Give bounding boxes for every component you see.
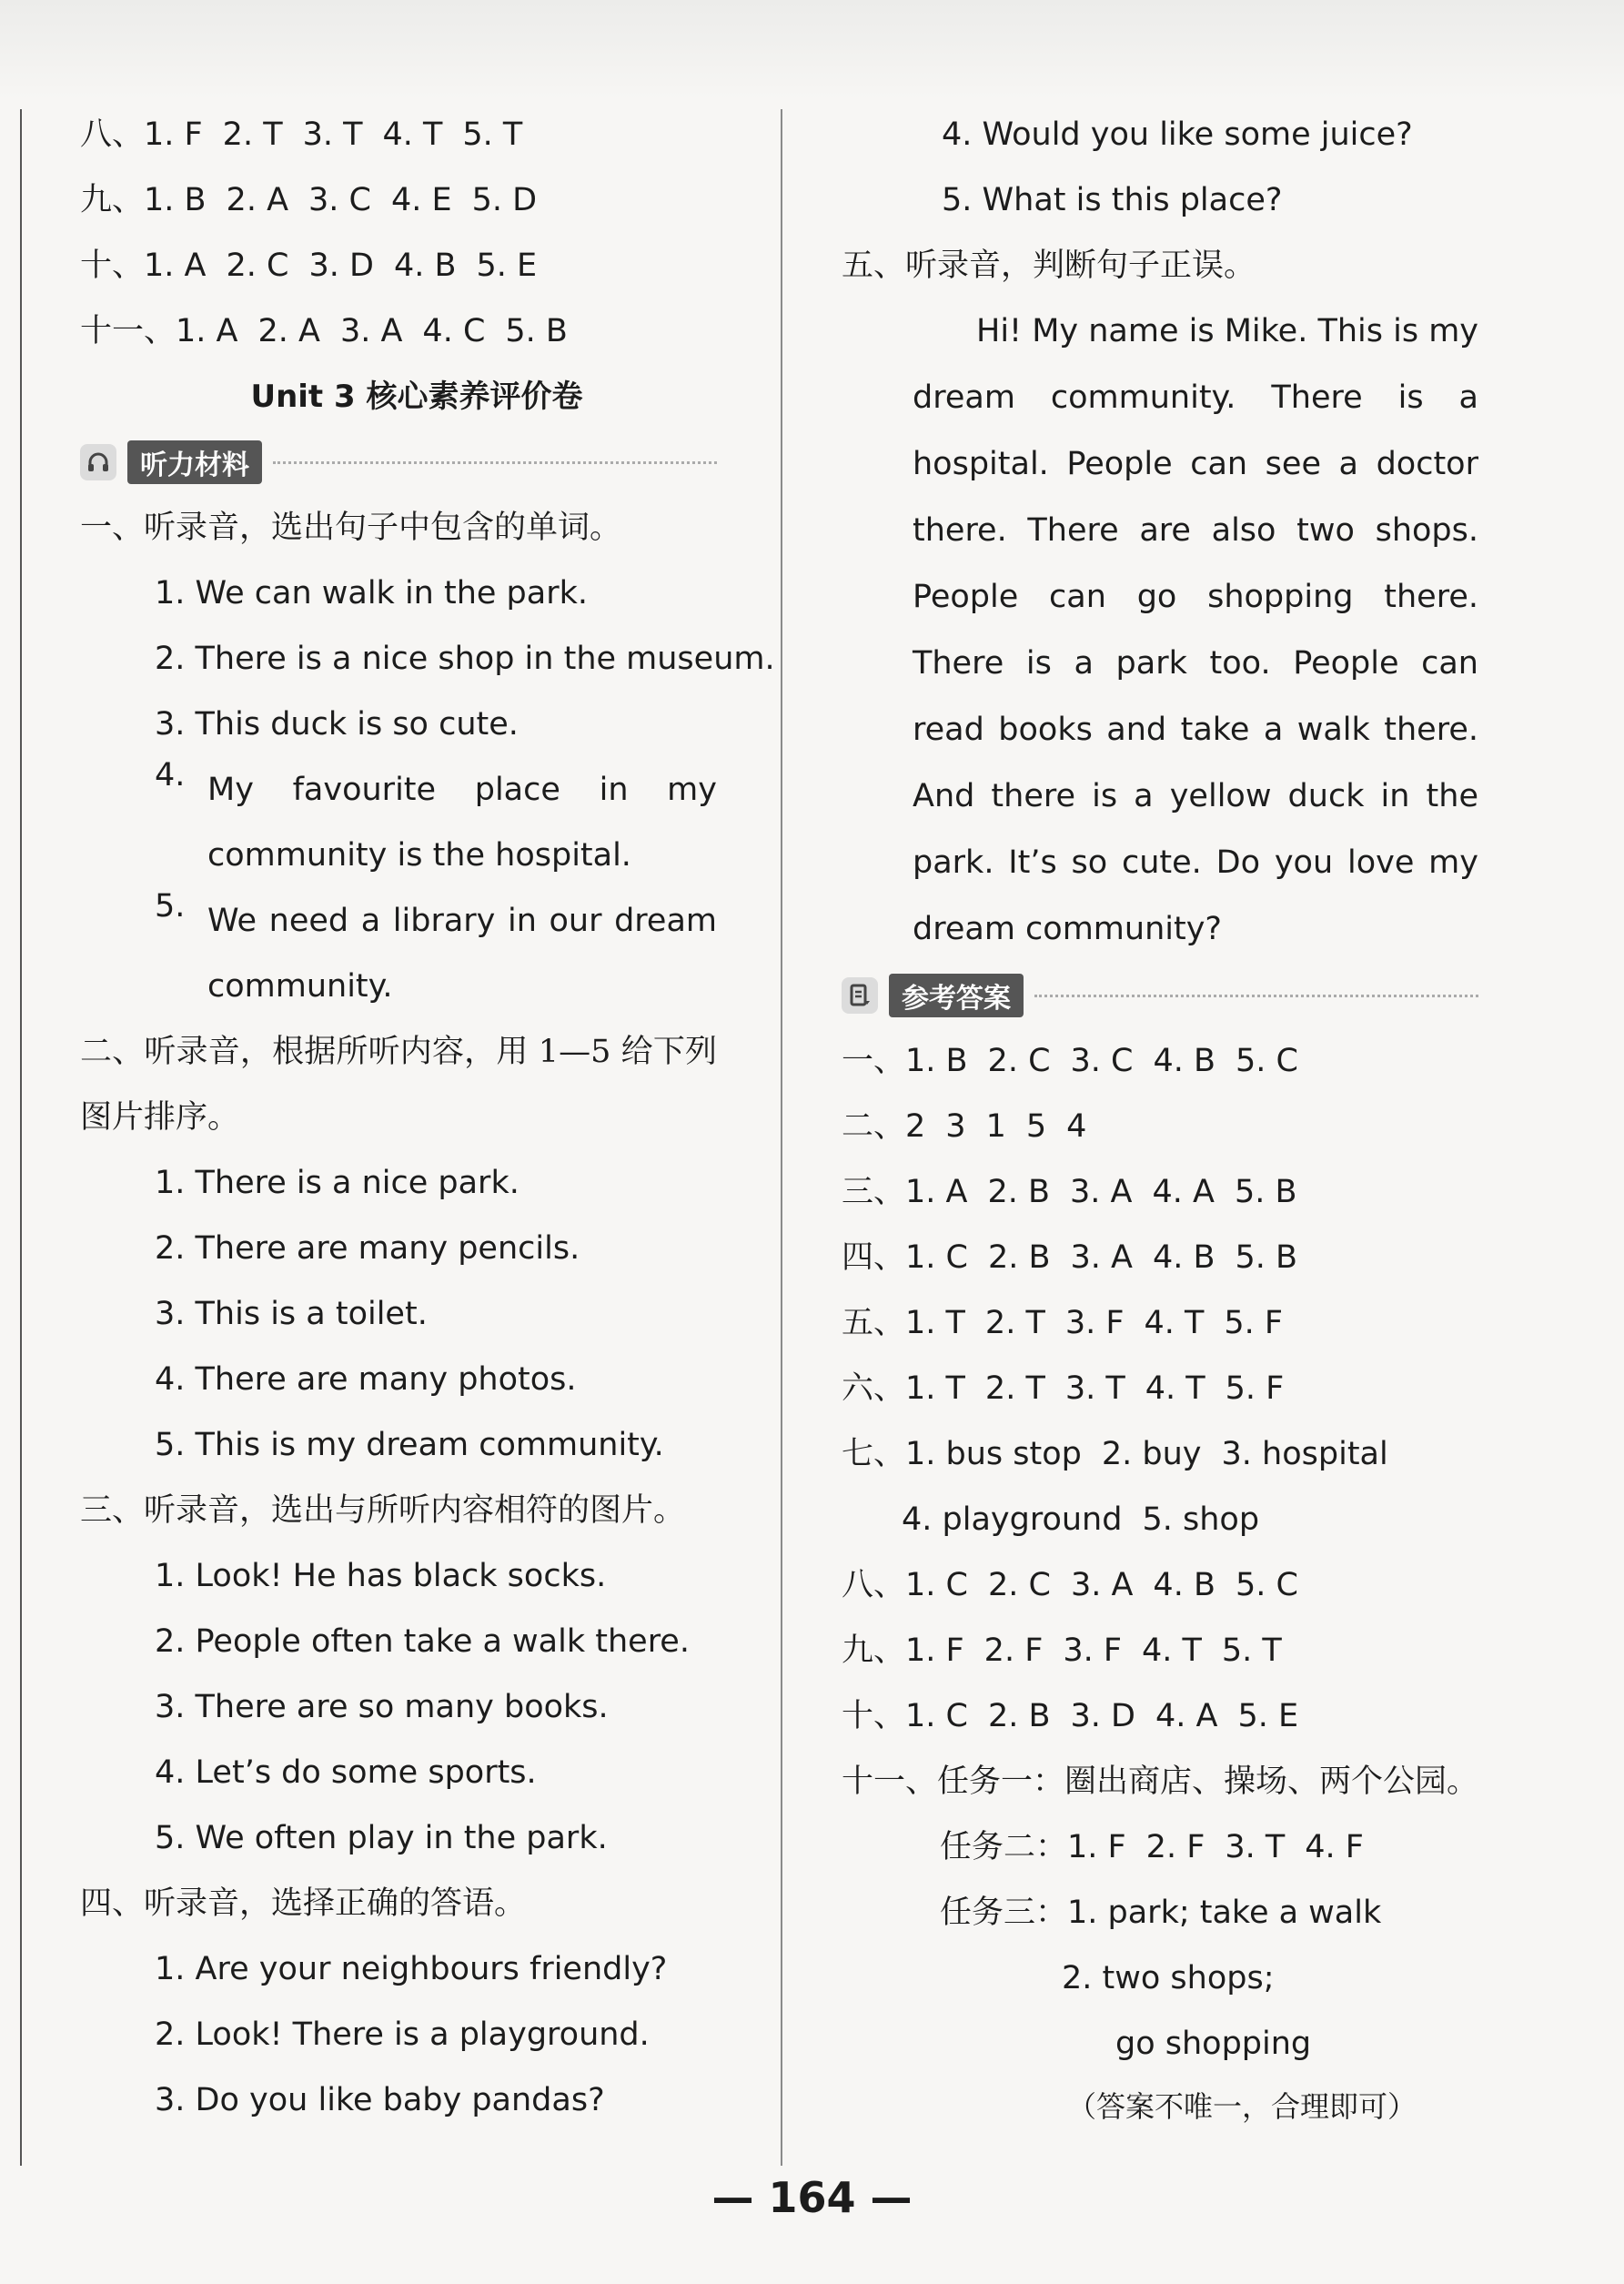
answer-row-1 bbox=[842, 1028, 1478, 1094]
list-item bbox=[80, 1216, 717, 1281]
answer-item: 5. D bbox=[471, 182, 538, 218]
item-text: We can walk in the park. bbox=[195, 575, 588, 611]
answer-item: 1. A bbox=[144, 248, 207, 284]
item-number: 2. bbox=[155, 1230, 186, 1267]
list-item bbox=[80, 626, 775, 692]
page-top-shade bbox=[0, 0, 1624, 100]
answer-item: 2. T bbox=[984, 1370, 1045, 1407]
item-number: 1. bbox=[155, 1558, 186, 1594]
answer-prefix: 四、 bbox=[842, 1239, 906, 1276]
answer-item: 3. D bbox=[1070, 1698, 1135, 1734]
answer-item: 5. F bbox=[1225, 1370, 1285, 1407]
list-item bbox=[842, 102, 1478, 167]
answer-item: 5. B bbox=[1235, 1239, 1298, 1276]
answer-item: 3. F bbox=[1063, 1632, 1122, 1669]
item-number: 2. bbox=[155, 1623, 186, 1660]
item-text: Let’s do some sports. bbox=[195, 1754, 537, 1791]
item-number: 1. bbox=[155, 575, 186, 611]
list-item bbox=[80, 1281, 717, 1347]
item-number: 3. bbox=[155, 2082, 186, 2118]
answer-row-7-cont bbox=[842, 1487, 1478, 1552]
listening-label: 听力材料 bbox=[127, 440, 262, 484]
answer-row-11-task2 bbox=[842, 1814, 1478, 1880]
item-text: We often play in the park. bbox=[195, 1820, 608, 1856]
answer-row-8 bbox=[842, 1552, 1478, 1618]
answer-item: 1. C bbox=[905, 1567, 968, 1603]
answer-item: 1. F bbox=[144, 116, 203, 153]
item-number: 5. bbox=[155, 1820, 186, 1856]
dotted-rule bbox=[273, 461, 717, 464]
item-text: What is this place? bbox=[982, 182, 1283, 218]
answer-item: 5. C bbox=[1235, 1567, 1298, 1603]
answer-item: 3. C bbox=[1070, 1043, 1134, 1079]
answer-item: 2. F bbox=[1145, 1829, 1205, 1865]
answer-row-10 bbox=[842, 1683, 1478, 1749]
answer-item: 5 bbox=[1025, 1108, 1047, 1145]
answer-row-6 bbox=[842, 1356, 1478, 1421]
item-number: 3. bbox=[155, 706, 186, 743]
list-item bbox=[80, 757, 717, 888]
section-4-heading: 四、听录音，选择正确的答语。 bbox=[80, 1885, 527, 1922]
answer-item: 4. T bbox=[382, 116, 443, 153]
answer-item: 2. F bbox=[983, 1632, 1044, 1669]
heading-text: 二、听录音，根据所听内容，用 1—5 给下列图片排序。 bbox=[80, 1034, 717, 1136]
list-item bbox=[80, 2002, 717, 2067]
item-number: 4. bbox=[155, 757, 186, 793]
answers-section-header bbox=[842, 963, 1478, 1028]
margin-line bbox=[20, 109, 22, 2166]
item-text: Are your neighbours friendly? bbox=[195, 1951, 668, 1987]
item-text: Would you like some juice? bbox=[982, 116, 1413, 153]
item-text: This is my dream community. bbox=[195, 1427, 664, 1463]
answer-row-9 bbox=[80, 167, 717, 233]
right-column bbox=[842, 102, 1478, 2137]
section-2-heading bbox=[80, 1019, 717, 1150]
item-number: 5. bbox=[942, 182, 973, 218]
answer-prefix: 七、 bbox=[842, 1436, 906, 1472]
answer-item: 1. F bbox=[905, 1632, 964, 1669]
answer-item: 4. E bbox=[390, 182, 452, 218]
answer-prefix: 十、 bbox=[842, 1698, 906, 1734]
answer-item: 1. F bbox=[1067, 1829, 1126, 1865]
item-text: My favourite place in my community is the hospital. bbox=[207, 772, 717, 874]
item-number: 3. bbox=[155, 1296, 186, 1332]
answer-item: 4. T bbox=[1145, 1370, 1205, 1407]
answer-item: 1. B bbox=[905, 1043, 968, 1079]
answer-item: 4. T bbox=[1144, 1305, 1205, 1341]
answer-item: 5. F bbox=[1224, 1305, 1284, 1341]
answer-row-11-task3-cont2: go shopping bbox=[1115, 2026, 1312, 2062]
answer-item: 4. A bbox=[1155, 1698, 1218, 1734]
item-text: There are many pencils. bbox=[195, 1230, 580, 1267]
answer-item: 5. B bbox=[505, 313, 568, 349]
list-item bbox=[80, 1150, 717, 1216]
section-5-heading: 五、听录音，判断句子正误。 bbox=[842, 248, 1256, 284]
answer-row-4 bbox=[842, 1225, 1478, 1290]
list-item bbox=[80, 1412, 717, 1478]
answer-item: 4. F bbox=[1305, 1829, 1364, 1865]
item-text: Look! There is a playground. bbox=[195, 2016, 650, 2053]
answer-row-2 bbox=[842, 1094, 1478, 1159]
answer-item: 3. C bbox=[308, 182, 371, 218]
list-item bbox=[80, 1347, 717, 1412]
item-number: 4. bbox=[155, 1754, 186, 1791]
answer-item: 1. C bbox=[905, 1239, 968, 1276]
answer-prefix: 十一、 bbox=[80, 313, 177, 349]
answer-row-3 bbox=[842, 1159, 1478, 1225]
item-text: We need a library in our dream community. bbox=[207, 903, 717, 1005]
answer-item: 3. hospital bbox=[1221, 1436, 1388, 1472]
item-number: 1. bbox=[155, 1165, 186, 1201]
answer-item: 2. A bbox=[257, 313, 320, 349]
answer-prefix: 五、 bbox=[842, 1305, 906, 1341]
answer-row-5 bbox=[842, 1290, 1478, 1356]
answer-item: 3. A bbox=[339, 313, 403, 349]
answer-item: 1. B bbox=[144, 182, 207, 218]
passage-text: Hi! My name is Mike. This is my dream community. There is a hospital. People can see a doctor there. There are also two shops. People can go shopping there. There is a park too. People can read books and take a walk there. And there is a yellow duck in the park. It’s so cute. Do you love my dream community? bbox=[913, 313, 1478, 947]
item-number: 5. bbox=[155, 1427, 186, 1463]
answer-item: 1. bus stop bbox=[905, 1436, 1082, 1472]
section-3-heading bbox=[80, 1478, 717, 1543]
unit-title: Unit 3 核心素养评价卷 bbox=[250, 379, 583, 415]
item-number: 2. bbox=[155, 2016, 186, 2053]
answer-item: 2 bbox=[905, 1108, 926, 1145]
item-number: 4. bbox=[942, 116, 973, 153]
headphones-icon bbox=[80, 444, 116, 480]
item-text: This is a toilet. bbox=[195, 1296, 428, 1332]
answer-item: 2. B bbox=[987, 1174, 1051, 1210]
list-item bbox=[80, 888, 717, 1019]
column-divider bbox=[781, 109, 782, 2166]
answer-row-10 bbox=[80, 233, 717, 298]
section-1-heading: 一、听录音，选出句子中包含的单词。 bbox=[80, 510, 622, 546]
answer-item: 5. E bbox=[476, 248, 538, 284]
item-number: 1. bbox=[155, 1951, 186, 1987]
answer-row-11-task3: 任务三：1. park; take a walk bbox=[940, 1895, 1382, 1931]
answer-item: 5. shop bbox=[1142, 1501, 1260, 1538]
answer-prefix: 八、 bbox=[80, 116, 145, 153]
answer-item: 5. T bbox=[1221, 1632, 1282, 1669]
page-number: — 164 — bbox=[711, 2173, 913, 2222]
list-item bbox=[80, 692, 717, 757]
item-text: Do you like baby pandas? bbox=[195, 2082, 605, 2118]
answer-row-11-task1: 十一、任务一：圈出商店、操场、两个公园。 bbox=[842, 1764, 1479, 1800]
item-number: 3. bbox=[155, 1689, 186, 1725]
answer-item: 4. B bbox=[1153, 1567, 1215, 1603]
list-item bbox=[80, 2067, 717, 2133]
answer-item: 1. A bbox=[176, 313, 238, 349]
answer-row-11-task3-cont: 2. two shops; bbox=[1062, 1960, 1275, 1996]
answer-prefix: 八、 bbox=[842, 1567, 906, 1603]
answer-item: 4. C bbox=[422, 313, 486, 349]
answer-row-8 bbox=[80, 102, 717, 167]
answer-note: （答案不唯一，合理即可） bbox=[1067, 2089, 1417, 2124]
item-text: There are so many books. bbox=[195, 1689, 609, 1725]
answer-item: 2. B bbox=[987, 1698, 1051, 1734]
answer-prefix: 九、 bbox=[80, 182, 145, 218]
answer-item: 4. A bbox=[1152, 1174, 1215, 1210]
listening-section-header bbox=[80, 430, 717, 495]
answer-item: 1. C bbox=[905, 1698, 968, 1734]
answer-item: 2. B bbox=[987, 1239, 1051, 1276]
answer-item: 1 bbox=[985, 1108, 1006, 1145]
item-text: There are many photos. bbox=[195, 1361, 577, 1398]
answer-item: 4. B bbox=[1152, 1239, 1215, 1276]
list-item bbox=[80, 561, 717, 626]
answer-item: 3. D bbox=[308, 248, 374, 284]
answer-prefix: 任务二： bbox=[940, 1829, 1068, 1865]
document-icon bbox=[842, 977, 878, 1014]
list-item bbox=[80, 1805, 717, 1871]
answer-item: 3. A bbox=[1070, 1239, 1133, 1276]
list-item bbox=[80, 1936, 717, 2002]
answer-item: 3. T bbox=[1225, 1829, 1286, 1865]
answer-item: 3. T bbox=[1064, 1370, 1125, 1407]
answer-item: 4. T bbox=[1141, 1632, 1202, 1669]
answer-item: 5. E bbox=[1237, 1698, 1299, 1734]
answer-item: 5. T bbox=[462, 116, 523, 153]
answer-row-9 bbox=[842, 1618, 1478, 1683]
answer-item: 2. buy bbox=[1101, 1436, 1202, 1472]
list-item bbox=[80, 1740, 717, 1805]
answer-item: 2. T bbox=[984, 1305, 1045, 1341]
list-item bbox=[80, 1543, 717, 1609]
listening-passage bbox=[842, 298, 1478, 963]
answer-item: 1. T bbox=[905, 1370, 965, 1407]
answer-prefix: 六、 bbox=[842, 1370, 906, 1407]
answer-item: 4. B bbox=[393, 248, 457, 284]
answer-item: 4. B bbox=[1153, 1043, 1216, 1079]
item-number: 4. bbox=[155, 1361, 186, 1398]
heading-text: 三、听录音，选出与所听内容相符的图片。 bbox=[80, 1492, 686, 1529]
answer-prefix: 一、 bbox=[842, 1043, 906, 1079]
answer-item: 1. T bbox=[905, 1305, 965, 1341]
item-number: 5. bbox=[155, 888, 186, 925]
list-item bbox=[80, 1674, 717, 1740]
answer-item: 3. F bbox=[1064, 1305, 1125, 1341]
answer-item: 3 bbox=[945, 1108, 966, 1145]
answer-item: 2. C bbox=[226, 248, 289, 284]
answer-item: 2. A bbox=[226, 182, 289, 218]
item-text: There is a nice park. bbox=[195, 1165, 519, 1201]
left-column bbox=[80, 102, 775, 2133]
item-text: Look! He has black socks. bbox=[195, 1558, 607, 1594]
dotted-rule bbox=[1034, 995, 1478, 997]
answer-item: 2. T bbox=[222, 116, 283, 153]
answer-row-7 bbox=[842, 1421, 1478, 1487]
item-text: There is a nice shop in the museum. bbox=[195, 641, 775, 677]
item-text: This duck is so cute. bbox=[195, 706, 519, 743]
answer-item: 3. T bbox=[302, 116, 363, 153]
item-text: People often take a walk there. bbox=[195, 1623, 690, 1660]
answer-item: 3. A bbox=[1070, 1174, 1133, 1210]
answers-label: 参考答案 bbox=[889, 974, 1024, 1017]
answer-prefix: 九、 bbox=[842, 1632, 906, 1669]
answer-row-11 bbox=[80, 298, 717, 364]
answer-item: 2. C bbox=[987, 1043, 1051, 1079]
answer-item: 3. A bbox=[1070, 1567, 1134, 1603]
item-number: 2. bbox=[155, 641, 186, 677]
answer-item: 2. C bbox=[987, 1567, 1051, 1603]
answer-prefix: 二、 bbox=[842, 1108, 906, 1145]
answer-item: 5. C bbox=[1236, 1043, 1298, 1079]
answer-prefix: 三、 bbox=[842, 1174, 906, 1210]
answer-item: 4. playground bbox=[902, 1501, 1123, 1538]
answer-item: 5. B bbox=[1234, 1174, 1297, 1210]
answer-item: 4 bbox=[1066, 1108, 1087, 1145]
answer-prefix: 十、 bbox=[80, 248, 145, 284]
list-item bbox=[80, 1609, 717, 1674]
list-item bbox=[842, 167, 1478, 233]
answer-item: 1. A bbox=[905, 1174, 968, 1210]
